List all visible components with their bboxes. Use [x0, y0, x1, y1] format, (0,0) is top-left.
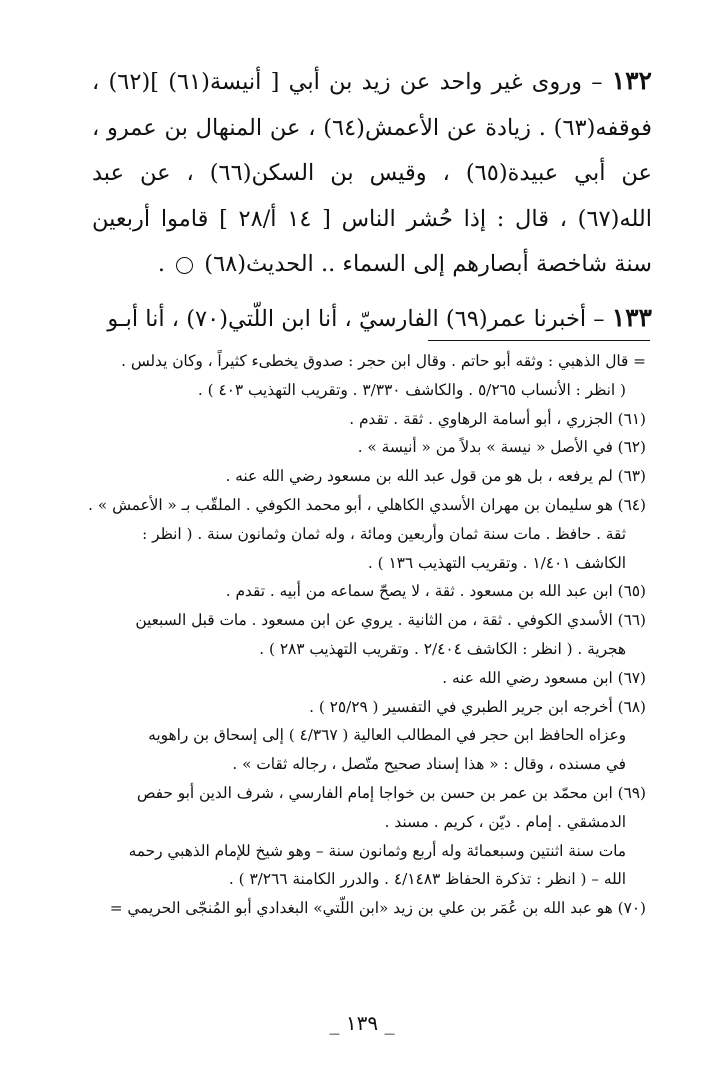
footnote-line: الدمشقي . إمام . ديّن ، كريم . مسند . [384, 812, 626, 831]
footnote-line: في مسنده ، وقال : « هذا إسناد صحيح متّصل ، رجاله ثقات » . [232, 755, 626, 774]
footnote-line: هجرية . ( انظر : الكاشف ٢/٤٠٤ . وتقريب التهذيب ٢٨٣ ) . [259, 639, 626, 658]
main-text [92, 58, 652, 342]
paragraph-133 [92, 295, 652, 343]
paragraph-end: . [157, 251, 173, 277]
footnote-line: (٦٥) ابن عبد الله بن مسعود . ثقة ، لا يصحّ سماعه من أبيه . تقدم . [225, 582, 646, 601]
page-number: _ ١٣٩ _ [329, 1011, 395, 1035]
paragraph-number: ١٣٢ [611, 66, 652, 95]
paragraph-text: – أخبرنا عمر(٦٩) الفارسيّ ، أنا ابن اللّتي(٧٠) ، أنا أبـو [107, 305, 612, 332]
footnote-line: مات سنة اثنتين وسبعمائة وله أربع وثمانون سنة – وهو شيخ للإمام الذهبي رحمه [128, 841, 626, 860]
paragraph-number: ١٣٣ [611, 302, 652, 332]
footnote-line: (٦٨) أخرجه ابن جرير الطبري في التفسير ( ٢٥/٢٩ ) . [309, 697, 646, 716]
footnote-line: (٦٧) ابن مسعود رضي الله عنه . [442, 668, 646, 687]
footnote-line: (٦٦) الأسدي الكوفي . ثقة ، من الثانية . يروي عن ابن مسعود . مات قبل السبعين [135, 611, 646, 630]
footnote-line: = قال الذهبي : وثقه أبو حاتم . وقال ابن حجر : صدوق يخطىء كثيراً ، وكان يدلس . [121, 352, 646, 370]
footnote-line: (٦٤) هو سليمان بن مهران الأسدي الكاهلي ، أبو محمد الكوفي . الملقّب بـ « الأعمش » . [88, 495, 646, 514]
paragraph-text: – وروى غير واحد عن زيد بن أبي [ أنيسة(٦١) ](٦٢) ، فوقفه(٦٣) . زيادة عن الأعمش(٦٤) ، عن المنهال بن عمرو ، عن أبي عبيدة(٦٥) ، وقيس بن السكن(٦٦) ، عن عبد الله(٦٧) ، قال : إذا حُشر الناس [ ١٤ أ/٢٨ ] قاموا أربعين سنة شاخصة أبصارهم إلى السماء .. الحديث(٦٨) [92, 69, 653, 277]
footnote-line: (٦٢) في الأصل « نيسة » بدلاً من « أنيسة » . [357, 438, 646, 457]
footnotes [86, 347, 646, 923]
footnote-line: (٦١) الجزري ، أبو أسامة الرهاوي . ثقة . تقدم . [349, 409, 646, 428]
footnote-line: (٧٠) هو عبد الله بن عُمَر بن علي بن زيد «ابن اللّتي» البغدادي أبو المُنجّى الحريمي = [109, 899, 646, 918]
end-circle-icon [176, 257, 193, 274]
footnote-line: وعزاه الحافظ ابن حجر في المطالب العالية ( ٤/٣٦٧ ) إلى إسحاق بن راهويه [148, 726, 626, 745]
footnote-line: (٦٩) ابن محمّد بن عمر بن حسن بن خواجا إمام الفارسي ، شرف الدين أبو حفص [136, 783, 646, 802]
footnote-line: الله – ( انظر : تذكرة الحفاظ ٤/١٤٨٣ . والدرر الكامنة ٣/٢٦٦ ) . [228, 870, 626, 889]
paragraph-132 [92, 58, 652, 288]
footnote-line: الكاشف ١/٤٠١ . وتقريب التهذيب ١٣٦ ) . [367, 553, 626, 572]
footnote-line: (٦٣) لم يرفعه ، بل هو من قول عبد الله بن مسعود رضي الله عنه . [225, 467, 646, 486]
footnote-separator [428, 340, 650, 341]
footnote-line: ثقة . حافظ . مات سنة ثمان وأربعين ومائة ، وله ثمان وثمانون سنة . ( انظر : [142, 524, 626, 543]
footnote-line: ( انظر : الأنساب ٥/٢٦٥ . والكاشف ٣/٣٣٠ . وتقريب التهذيب ٤٠٣ ) . [197, 380, 626, 399]
